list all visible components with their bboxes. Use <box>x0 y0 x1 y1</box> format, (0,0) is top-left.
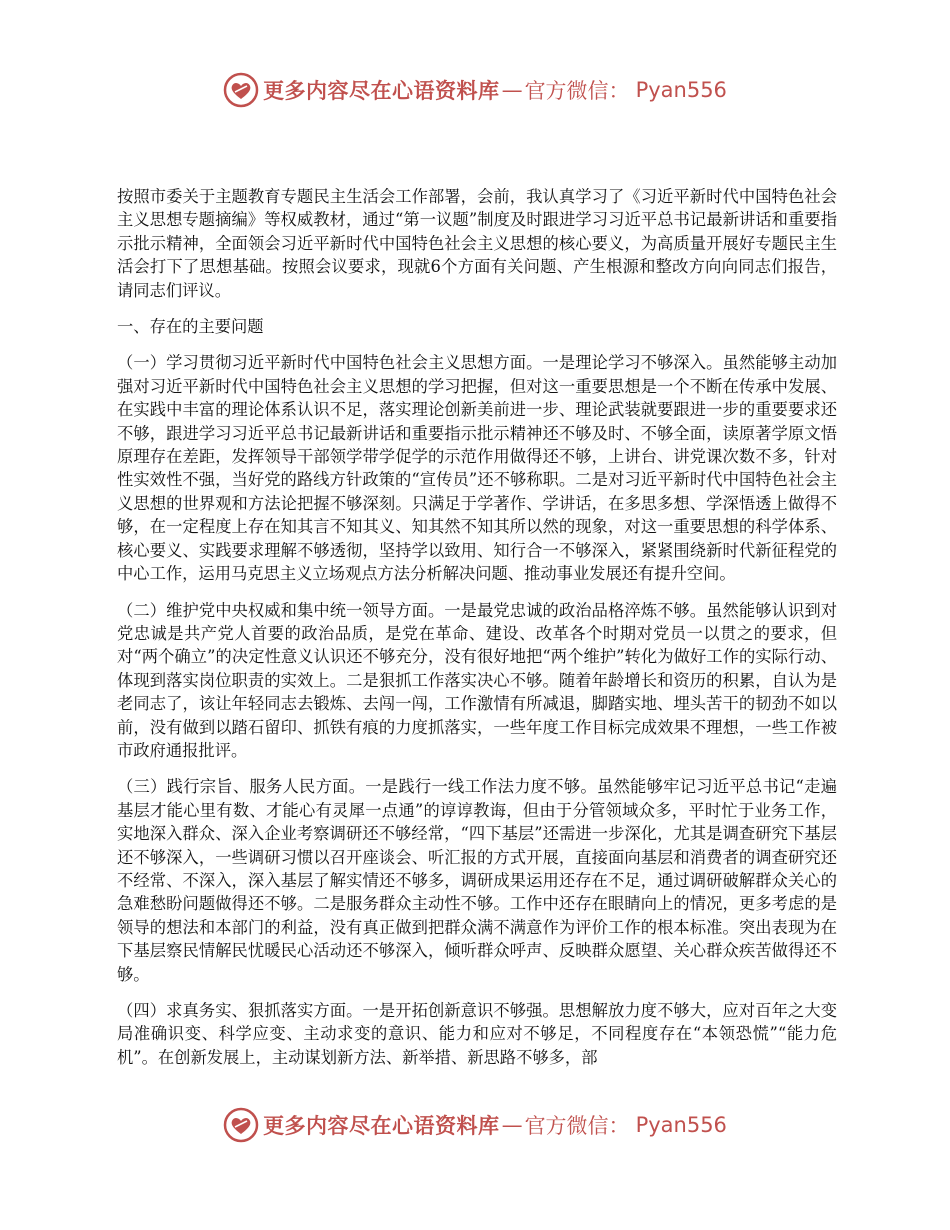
banner-wechat-label: 官方微信： <box>524 1114 630 1138</box>
document-body <box>117 185 837 1082</box>
banner-account: Pyan556 <box>635 1113 727 1137</box>
body-paragraph-2: （二）维护党中央权威和集中统一领导方面。一是最党忠诚的政治品格淬炼不够。虽然能够认识到对党忠诚是共产党人首要的政治品质，是党在革命、建设、改革各个时期对党员一以贯之的要求，但对“两个确立”的决定性意义认识还不够充分，没有很好地把“两个维护”转化为做好工作的实际行动、体现到落实岗位职责的实效上。二是狠抓工作落实决心不够。随着年龄增长和资历的积累，自认为是老同志了，该让年轻同志去锻炼、去闯一闯，工作激情有所减退，脚踏实地、埋头苦干的韧劲不如以前，没有做到以踏石留印、抓铁有痕的力度抓落实，一些年度工作目标完成效果不理想，一些工作被市政府通报批评。 <box>117 600 837 760</box>
heart-book-logo-icon <box>223 72 259 108</box>
banner-wechat-label: 官方微信： <box>524 79 630 103</box>
body-paragraph-3: （三）践行宗旨、服务人民方面。一是践行一线工作法力度不够。虽然能够牢记习近平总书记“走遍基层才能心里有数、才能心有灵犀一点通”的谆谆教诲，但由于分管领域众多，平时忙于业务工作，实地深入群众、深入企业考察调研还不够经常，“四下基层”还需进一步深化，尤其是调查研究下基层还不够深入，一些调研习惯以召开座谈会、听汇报的方式开展，直接面向基层和消费者的调查研究还不经常、不深入，深入基层了解实情还不够多，调研成果运用还存在不足，通过调研破解群众关心的急难愁盼问题做得还不够。二是服务群众主动性不够。工作中还存在眼睛向上的情况，更多考虑的是领导的想法和本部门的利益，没有真正做到把群众满不满意作为评价工作的根本标准。突出表现为在下基层察民情解民忧暖民心活动还不够深入，倾听群众呼声、反映群众愿望、关心群众疾苦做得还不够。 <box>117 777 837 984</box>
section-heading: 一、存在的主要问题 <box>117 317 264 337</box>
body-paragraph-1: （一）学习贯彻习近平新时代中国特色社会主义思想方面。一是理论学习不够深入。虽然能够主动加强对习近平新时代中国特色社会主义思想的学习把握，但对这一重要思想是一个不断在传承中发展、在实践中丰富的理论体系认识不足，落实理论创新美前进一步、理论武装就要跟进一步的重要要求还不够，跟进学习习近平总书记最新讲话和重要指示批示精神还不够及时、不够全面，读原著学原文悟原理存在差距，发挥领导干部领学带学促学的示范作用做得还不够，上讲台、讲党课次数不多，针对性实效性不强，当好党的路线方针政策的“宣传员”还不够称职。二是对习近平新时代中国特色社会主义思想的世界观和方法论把握不够深刻。只满足于学著作、学讲话，在多思多想、学深悟透上做得不够，在一定程度上存在知其言不知其义、知其然不知其所以然的现象，对这一重要思想的科学体系、核心要义、实践要求理解不够透彻，坚持学以致用、知行合一不够深入，紧紧围绕新时代新征程党的中心工作，运用马克思主义立场观点方法分析解决问题、推动事业发展还有提升空间。 <box>117 353 837 584</box>
banner-separator: — <box>501 1113 523 1137</box>
banner-account: Pyan556 <box>635 78 727 102</box>
bottom-watermark-banner <box>0 1105 950 1145</box>
heart-book-logo-icon <box>223 1107 259 1143</box>
banner-text: 更多内容尽在心语资料库 <box>263 1114 500 1138</box>
body-paragraph-4: （四）求真务实、狠抓落实方面。一是开拓创新意识不够强。思想解放力度不够大，应对百年之大变局准确识变、科学应变、主动求变的意识、能力和应对不够足，不同程度存在“本领恐慌”“能力危机”。在创新发展上，主动谋划新方法、新举措、新思路不够多，部 <box>117 1001 837 1067</box>
top-watermark-banner <box>0 70 950 110</box>
banner-text: 更多内容尽在心语资料库 <box>263 79 500 103</box>
intro-paragraph: 按照市委关于主题教育专题民主生活会工作部署，会前，我认真学习了《习近平新时代中国特色社会主义思想专题摘编》等权威教材，通过“第一议题”制度及时跟进学习习近平总书记最新讲话和重要指示批示精神，全面领会习近平新时代中国特色社会主义思想的核心要义，为高质量开展好专题民主生活会打下了思想基础。按照会议要求，现就6个方面有关问题、产生根源和整改方向向同志们报告，请同志们评议。 <box>117 187 837 300</box>
banner-separator: — <box>501 78 523 102</box>
